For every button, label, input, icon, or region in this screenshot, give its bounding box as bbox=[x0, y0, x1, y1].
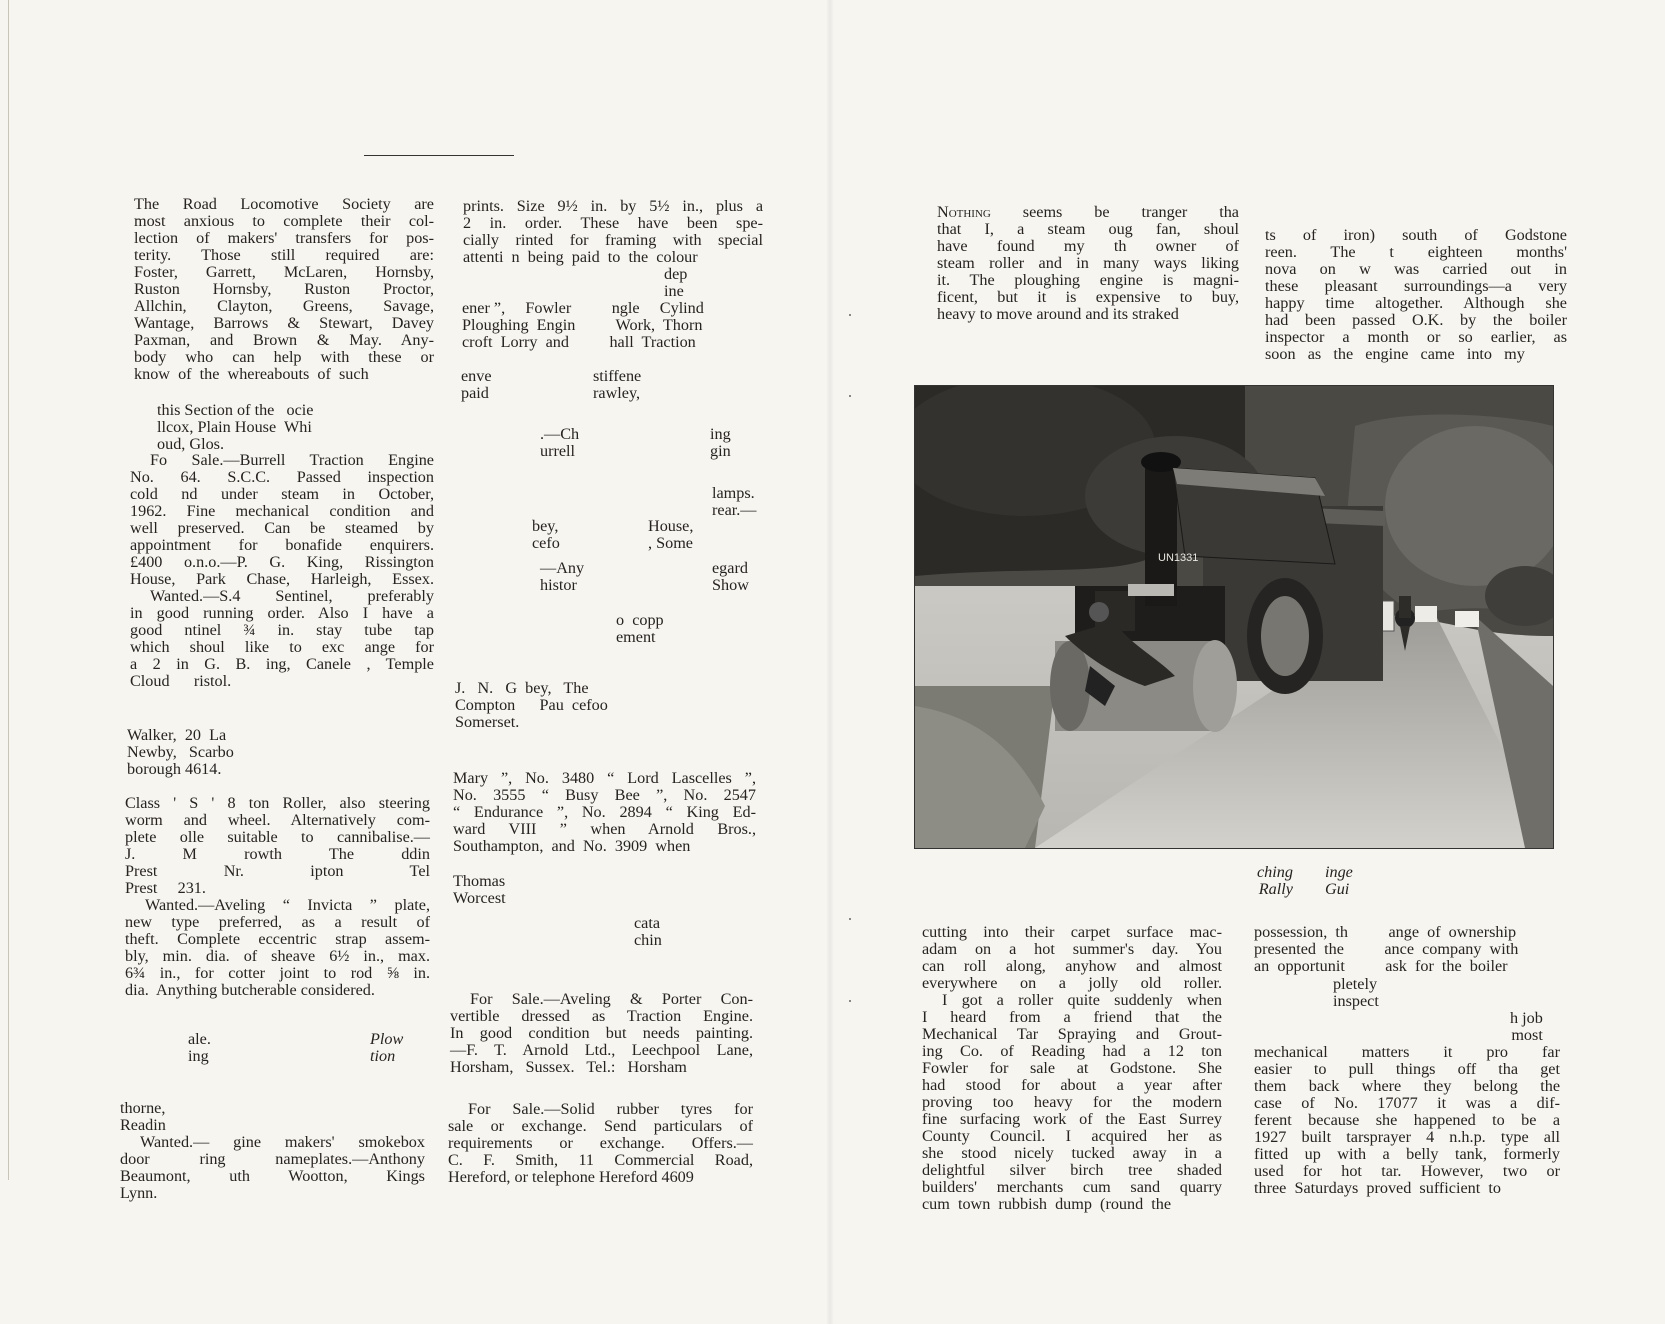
col2-fragment6b bbox=[648, 518, 693, 552]
text-line: steam roller and in many ways liking bbox=[937, 254, 1239, 272]
col1-para1 bbox=[134, 196, 434, 383]
article-bottom-right-fragment3 bbox=[1510, 1010, 1543, 1044]
text-line: J. M rowth The ddin bbox=[125, 845, 430, 863]
text-line: theft. Complete eccentric strap assem- bbox=[125, 930, 430, 948]
col2-para3 bbox=[450, 991, 753, 1076]
text-line: 2 in. order. These have been spe- bbox=[463, 214, 763, 232]
col1-fragment3 bbox=[188, 1031, 211, 1065]
text-line: have found my th owner of bbox=[937, 237, 1239, 255]
text-line: can roll along, anyhow and almost bbox=[922, 957, 1222, 975]
text-line: Cloud ristol. bbox=[130, 672, 232, 690]
col2-fragment3 bbox=[461, 368, 492, 402]
text-line: lection of makers' transfers for pos- bbox=[134, 229, 434, 247]
text-line: .—Ch bbox=[540, 425, 580, 443]
text-line: , Some bbox=[648, 534, 693, 552]
text-line: ing Co. of Reading had a 12 ton bbox=[922, 1042, 1222, 1060]
text-line: ing bbox=[710, 425, 731, 443]
text-line: ing bbox=[188, 1047, 209, 1065]
text-line: case of No. 17077 it was a dif- bbox=[1254, 1094, 1560, 1112]
col2-fragment6 bbox=[532, 518, 560, 552]
text-line: a 2 in G. B. ing, Canele , Temple bbox=[130, 655, 434, 673]
text-line: House, Park Chase, Harleigh, Essex. bbox=[130, 570, 434, 588]
text-line: Thomas bbox=[453, 872, 506, 890]
text-line: No. 64. S.C.C. Passed inspection bbox=[130, 468, 434, 486]
text-line: County Council. I acquired her as bbox=[922, 1127, 1222, 1145]
text-line: 1962. Fine mechanical condition and bbox=[130, 502, 434, 520]
text-line: Compton Pau cefoo bbox=[455, 696, 608, 714]
text-line: used for hot tar. However, two or bbox=[1254, 1162, 1560, 1180]
text-line: good ntinel ¾ in. stay tube tap bbox=[130, 621, 434, 639]
text-line: body who can help with these or bbox=[134, 348, 434, 366]
number-plate: UN1331 bbox=[1158, 552, 1199, 564]
col2-para2 bbox=[453, 770, 756, 855]
text-line: borough 4614. bbox=[127, 760, 222, 778]
text-line: Allchin, Clayton, Greens, Savage, bbox=[134, 297, 434, 315]
text-line: Wanted.—S.4 Sentinel, preferably bbox=[150, 587, 434, 605]
text-line: inspect bbox=[1333, 992, 1379, 1010]
text-line: thorne, bbox=[120, 1099, 166, 1117]
text-line: three Saturdays proved sufficient to bbox=[1254, 1179, 1501, 1197]
text-line: h job bbox=[1510, 1009, 1543, 1027]
text-line: this Section of the ocie bbox=[157, 401, 314, 419]
text-line: terity. Those still required are: bbox=[134, 246, 434, 264]
col2-fragment11 bbox=[634, 915, 662, 949]
text-line: Paxman, and Brown & May. Any- bbox=[134, 331, 434, 349]
text-line: delightful silver birch tree shaded bbox=[922, 1161, 1222, 1179]
text-line: Walker, 20 La bbox=[127, 726, 227, 744]
col1-para4 bbox=[125, 897, 430, 999]
text-line: Mary ”, No. 3480 “ Lord Lascelles ”, bbox=[453, 769, 756, 787]
text-line: cold nd under steam in October, bbox=[130, 485, 434, 503]
text-line: she stood nicely tucked away in a bbox=[922, 1144, 1222, 1162]
article-bottom-right bbox=[1254, 1044, 1560, 1197]
text-line: Show bbox=[712, 576, 749, 594]
text-line: paid bbox=[461, 384, 489, 402]
text-line: cially rinted for framing with special bbox=[463, 231, 763, 249]
text-line: it. The ploughing engine is magni- bbox=[937, 271, 1239, 289]
text-line: No. 3555 “ Busy Bee ”, No. 2547 bbox=[453, 786, 756, 804]
text-line: tion bbox=[370, 1047, 396, 1065]
text-line: Ploughing Engin Work, Thorn bbox=[462, 316, 703, 334]
text-line: well preserved. Can be steamed by bbox=[130, 519, 434, 537]
text-line: Wanted.—Aveling “ Invicta ” plate, bbox=[145, 896, 430, 914]
text-line: rawley, bbox=[593, 384, 641, 402]
text-line: 6¾ in., for cotter joint to rod ⅝ in. bbox=[125, 964, 430, 982]
text-line: C. F. Smith, 11 Commercial Road, bbox=[448, 1151, 753, 1169]
col2-fragment8 bbox=[616, 612, 664, 646]
text-line: histor bbox=[540, 576, 577, 594]
text-line: adam on a hot summer's day. You bbox=[922, 940, 1222, 958]
article-top-left bbox=[937, 204, 1239, 323]
col2-fragment9 bbox=[455, 680, 608, 731]
text-line: gin bbox=[710, 442, 731, 460]
col2-fragment2 bbox=[462, 300, 704, 351]
text-line: fitted up with a belly tank, formerly bbox=[1254, 1145, 1560, 1163]
text-line: fine surfacing work of the East Surrey bbox=[922, 1110, 1222, 1128]
text-line: worm and wheel. Alternatively com- bbox=[125, 811, 430, 829]
text-line: Beaumont, uth Wootton, Kings bbox=[120, 1167, 425, 1185]
text-line: ener ”, Fowler ngle Cylind bbox=[462, 299, 704, 317]
text-line: dep bbox=[664, 265, 688, 283]
text-line: urrell bbox=[540, 442, 576, 460]
text-line: ficent, but it is expensive to buy, bbox=[937, 288, 1239, 306]
text-line: Gui bbox=[1325, 880, 1350, 898]
text-line: ching bbox=[1257, 863, 1293, 881]
text-line: cefo bbox=[532, 534, 560, 552]
text-line: know of the whereabouts of such bbox=[134, 365, 369, 383]
text-line: most bbox=[1511, 1026, 1543, 1044]
article-bottom-right-fragment bbox=[1254, 924, 1518, 975]
text-line: Foster, Garrett, McLaren, Hornsby, bbox=[134, 263, 434, 281]
text-line: Class ' S ' 8 ton Roller, also steering bbox=[125, 794, 430, 812]
text-line: Wanted.— gine makers' smokebox bbox=[140, 1133, 425, 1151]
right-page bbox=[830, 0, 1665, 1324]
text-line: ward VIII ” when Arnold Bros., bbox=[453, 820, 756, 838]
text-line: lamps. bbox=[712, 484, 755, 502]
text-line: House, bbox=[648, 517, 694, 535]
text-line: an opportunit ask for the boiler bbox=[1254, 957, 1508, 975]
text-line: For Sale.—Aveling & Porter Con- bbox=[470, 990, 753, 1008]
col1-fragment3b bbox=[370, 1031, 403, 1065]
col2-fragment5 bbox=[712, 485, 757, 519]
text-line: new type preferred, as a result of bbox=[125, 913, 430, 931]
text-line: Nothing seems be tranger tha bbox=[937, 203, 1239, 221]
text-line: presented the ance company with bbox=[1254, 940, 1519, 958]
text-line: Ruston Hornsby, Ruston Proctor, bbox=[134, 280, 434, 298]
text-line: Plow bbox=[370, 1030, 404, 1048]
text-line: o copp bbox=[616, 611, 664, 629]
text-line: pletely bbox=[1333, 975, 1378, 993]
text-line: mechanical matters it pro far bbox=[1254, 1043, 1560, 1061]
steam-roller-photo bbox=[914, 385, 1554, 849]
text-line: Fowler for sale at Godstone. She bbox=[922, 1059, 1222, 1077]
text-line: —Any bbox=[540, 559, 585, 577]
text-line: Southampton, and No. 3909 when bbox=[453, 837, 691, 855]
text-line: bey, bbox=[532, 517, 559, 535]
col1-fragment2 bbox=[127, 727, 234, 778]
text-line: soon as the engine came into my bbox=[1265, 345, 1525, 363]
text-line: Newby, Scarbo bbox=[127, 743, 234, 761]
text-line: £400 o.n.o.—P. G. King, Rissington bbox=[130, 553, 434, 571]
col2-fragment7 bbox=[540, 560, 584, 594]
text-line: croft Lorry and hall Traction bbox=[462, 333, 696, 351]
col1-para5 bbox=[120, 1134, 425, 1202]
col2-fragment7b bbox=[712, 560, 749, 594]
text-line: ement bbox=[616, 628, 656, 646]
text-line: cum town rubbish dump (round the bbox=[922, 1195, 1172, 1213]
text-line: —F. T. Arnold Ltd., Leechpool Lane, bbox=[450, 1041, 753, 1059]
col2-fragment4b bbox=[710, 426, 731, 460]
text-line: Somerset. bbox=[455, 713, 520, 731]
text-line: them back where they belong the bbox=[1254, 1077, 1560, 1095]
text-line: proving too heavy for the modern bbox=[922, 1093, 1222, 1111]
text-line: appointment for bonafide enquirers. bbox=[130, 536, 434, 554]
text-line: ale. bbox=[188, 1030, 211, 1048]
header-rule bbox=[364, 155, 514, 156]
text-line: ferent because she happened to be a bbox=[1254, 1111, 1560, 1129]
text-line: For Sale.—Solid rubber tyres for bbox=[468, 1100, 753, 1118]
text-line: J. N. G bey, The bbox=[455, 679, 589, 697]
text-line: in good running order. Also I have a bbox=[130, 604, 434, 622]
text-line: attenti n being paid to the colour bbox=[463, 248, 698, 266]
text-line: ts of iron) south of Godstone bbox=[1265, 226, 1567, 244]
col2-fragment10 bbox=[453, 873, 506, 907]
article-top-right bbox=[1265, 227, 1567, 363]
text-line: everywhere on a jolly old roller. bbox=[922, 974, 1222, 992]
article-bottom-right-fragment2 bbox=[1333, 976, 1379, 1010]
text-line: nova on w was carried out in bbox=[1265, 260, 1567, 278]
text-line: rear.— bbox=[712, 501, 757, 519]
text-line: In good condition but needs painting. bbox=[450, 1024, 753, 1042]
photo-caption bbox=[1257, 864, 1293, 898]
text-line: stiffene bbox=[593, 367, 642, 385]
col2-fragment4 bbox=[540, 426, 579, 460]
text-line: inspector a month or so earlier, as bbox=[1265, 328, 1567, 346]
text-line: which shoul like to exc ange for bbox=[130, 638, 434, 656]
text-line: Hereford, or telephone Hereford 4609 bbox=[448, 1168, 694, 1186]
text-line: sale or exchange. Send particulars of bbox=[448, 1117, 753, 1135]
text-line: door ring nameplates.—Anthony bbox=[120, 1150, 425, 1168]
text-line: dia. Anything butcherable considered. bbox=[125, 981, 375, 999]
text-line: llcox, Plain House Whi bbox=[157, 418, 312, 436]
text-line: possession, th ange of ownership bbox=[1254, 923, 1517, 941]
text-line: Worcest bbox=[453, 889, 506, 907]
text-line: The Road Locomotive Society are bbox=[134, 195, 434, 213]
text-line: had been passed O.K. by the boiler bbox=[1265, 311, 1567, 329]
text-line: Rally bbox=[1258, 880, 1293, 898]
text-line: Horsham, Sussex. Tel.: Horsham bbox=[450, 1058, 687, 1076]
text-line: Fo Sale.—Burrell Traction Engine bbox=[150, 451, 434, 469]
col1-para3 bbox=[125, 795, 430, 897]
text-line: vertible dressed as Traction Engine. bbox=[450, 1007, 753, 1025]
col1-para2 bbox=[130, 452, 434, 690]
text-line: requirements or exchange. Offers.— bbox=[448, 1134, 753, 1152]
text-line: Mechanical Tar Spraying and Grout- bbox=[922, 1025, 1222, 1043]
text-line: 1927 built tarsprayer 4 n.h.p. type all bbox=[1254, 1128, 1560, 1146]
text-line: bly, min. dia. of sheave 6½ in., max. bbox=[125, 947, 430, 965]
article-bottom-left bbox=[922, 924, 1222, 1213]
text-line: builders' merchants cum sand quarry bbox=[922, 1178, 1222, 1196]
col1-fragment1 bbox=[157, 402, 313, 453]
text-line: Prest Nr. ipton Tel bbox=[125, 862, 430, 880]
text-line: I got a roller quite suddenly when bbox=[942, 991, 1222, 1009]
text-line: happy time altogether. Although she bbox=[1265, 294, 1567, 312]
text-line: plete olle suitable to cannibalise.— bbox=[125, 828, 430, 846]
text-line: that I, a steam oug fan, shoul bbox=[937, 220, 1239, 238]
text-line: cutting into their carpet surface mac- bbox=[922, 923, 1222, 941]
text-line: Lynn. bbox=[120, 1184, 158, 1202]
text-line: prints. Size 9½ in. by 5½ in., plus a bbox=[463, 197, 763, 215]
text-line: these pleasant surroundings—a very bbox=[1265, 277, 1567, 295]
col2-para4 bbox=[448, 1101, 753, 1186]
col1-fragment4 bbox=[120, 1100, 166, 1134]
col2-fragment3b bbox=[593, 368, 641, 402]
text-line: heavy to move around and its straked bbox=[937, 305, 1179, 323]
text-line: Readin bbox=[120, 1116, 166, 1134]
left-page bbox=[0, 0, 830, 1324]
text-line: reen. The t eighteen months' bbox=[1265, 243, 1567, 261]
text-line: most anxious to complete their col- bbox=[134, 212, 434, 230]
text-line: Prest 231. bbox=[125, 879, 206, 897]
text-line: Wantage, Barrows & Stewart, Davey bbox=[134, 314, 434, 332]
text-line: cata bbox=[634, 914, 661, 932]
text-line: had stood for about a year after bbox=[922, 1076, 1222, 1094]
photo-caption-b bbox=[1325, 864, 1353, 898]
text-line: ine bbox=[664, 282, 684, 300]
text-line: enve bbox=[461, 367, 492, 385]
text-line: inge bbox=[1325, 863, 1353, 881]
text-line: oud, Glos. bbox=[157, 435, 225, 453]
text-line: I heard from a friend that the bbox=[922, 1008, 1222, 1026]
col2-para1 bbox=[463, 198, 763, 266]
text-line: “ Endurance ”, No. 2894 “ King Ed- bbox=[453, 803, 756, 821]
col2-fragment1 bbox=[664, 266, 687, 300]
text-line: easier to pull things off tha get bbox=[1254, 1060, 1560, 1078]
text-line: chin bbox=[634, 931, 662, 949]
text-line: egard bbox=[712, 559, 748, 577]
